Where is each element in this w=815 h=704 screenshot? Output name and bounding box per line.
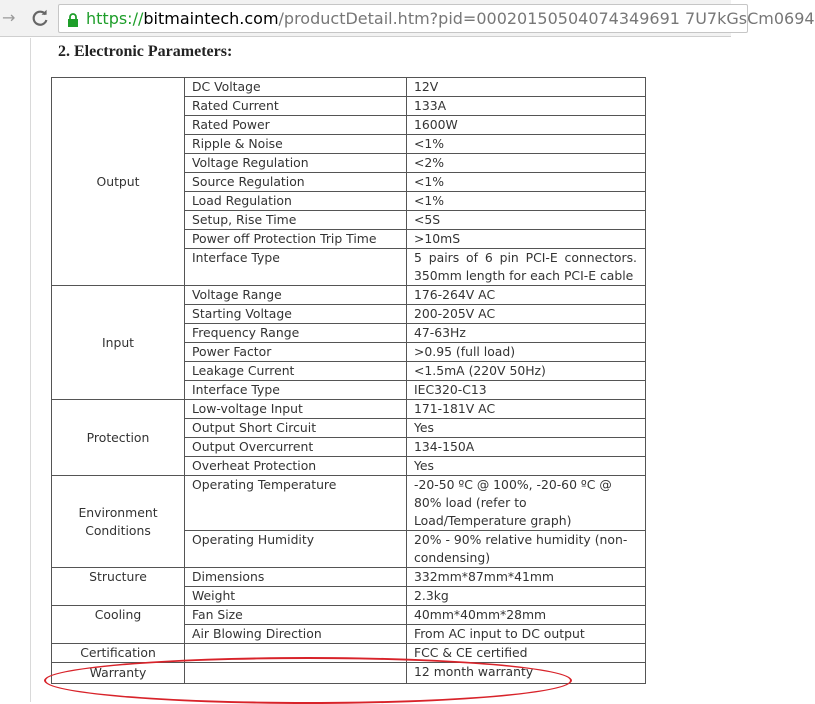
- parameter-name: DC Voltage: [185, 78, 407, 97]
- parameter-name: Starting Voltage: [185, 305, 407, 324]
- parameter-value: 20% - 90% relative humidity (non-condensing): [407, 531, 646, 568]
- parameter-value: 134-150A: [407, 438, 646, 457]
- table-row: [52, 400, 646, 419]
- parameter-value: 171-181V AC: [407, 400, 646, 419]
- url-path: /productDetail.htm?pid=00020150504074349691 7U7kGsCm0694: [278, 9, 815, 28]
- category-cell: Structure: [52, 568, 185, 606]
- parameter-name: Operating Humidity: [185, 531, 407, 568]
- parameter-name: Ripple & Noise: [185, 135, 407, 154]
- table-row: [52, 78, 646, 97]
- parameter-name: Load Regulation: [185, 192, 407, 211]
- parameter-name: Power off Protection Trip Time: [185, 230, 407, 249]
- parameter-value: 176-264V AC: [407, 286, 646, 305]
- parameter-value: 200-205V AC: [407, 305, 646, 324]
- parameter-name: Voltage Regulation: [185, 154, 407, 173]
- category-cell: Warranty: [52, 663, 185, 684]
- table-row: [52, 606, 646, 625]
- table-row: [52, 663, 646, 684]
- parameter-name: Frequency Range: [185, 324, 407, 343]
- category-cell: Cooling: [52, 606, 185, 644]
- parameter-name: Voltage Range: [185, 286, 407, 305]
- electronic-parameters-table: [51, 77, 646, 684]
- parameter-value: <1%: [407, 173, 646, 192]
- url-text: [86, 9, 815, 29]
- parameter-value: 1600W: [407, 116, 646, 135]
- parameter-value: Yes: [407, 457, 646, 476]
- parameter-name: Setup, Rise Time: [185, 211, 407, 230]
- parameter-name: Rated Current: [185, 97, 407, 116]
- parameter-name: Interface Type: [185, 249, 407, 286]
- parameter-name: [185, 663, 407, 684]
- parameter-value: 12 month warranty: [407, 663, 646, 684]
- url-host: bitmaintech.com: [143, 9, 279, 28]
- table-row: [52, 286, 646, 305]
- section-title: 2. Electronic Parameters:: [58, 43, 233, 60]
- parameter-value: 5 pairs of 6 pin PCI-E connectors. 350mm length for each PCI-E cable: [407, 249, 646, 286]
- parameter-value: 40mm*40mm*28mm: [407, 606, 646, 625]
- forward-arrow-icon[interactable]: →: [2, 8, 16, 27]
- parameter-value: 12V: [407, 78, 646, 97]
- category-cell: Environment Conditions: [52, 476, 185, 568]
- parameter-value: 47-63Hz: [407, 324, 646, 343]
- parameter-value: <5S: [407, 211, 646, 230]
- parameter-name: Source Regulation: [185, 173, 407, 192]
- parameter-value: -20-50 ºC @ 100%, -20-60 ºC @ 80% load (refer to Load/Temperature graph): [407, 476, 646, 531]
- table-row: [52, 476, 646, 531]
- category-cell: Certification: [52, 644, 185, 663]
- page-left-border: [30, 38, 31, 702]
- parameter-value: <1%: [407, 192, 646, 211]
- parameter-value: 133A: [407, 97, 646, 116]
- table-row: [52, 644, 646, 663]
- parameter-name: Interface Type: [185, 381, 407, 400]
- parameter-value: >0.95 (full load): [407, 343, 646, 362]
- parameter-name: Low-voltage Input: [185, 400, 407, 419]
- parameter-name: Air Blowing Direction: [185, 625, 407, 644]
- parameter-name: Rated Power: [185, 116, 407, 135]
- browser-toolbar: [0, 0, 815, 37]
- parameter-name: Dimensions: [185, 568, 407, 587]
- table-row: [52, 568, 646, 587]
- category-cell: Output: [52, 78, 185, 286]
- parameter-value: FCC & CE certified: [407, 644, 646, 663]
- url-scheme: https://: [86, 9, 144, 28]
- parameter-value: >10mS: [407, 230, 646, 249]
- parameter-value: <1%: [407, 135, 646, 154]
- parameter-value: <1.5mA (220V 50Hz): [407, 362, 646, 381]
- parameter-name: Overheat Protection: [185, 457, 407, 476]
- category-cell: Input: [52, 286, 185, 400]
- parameter-name: [185, 644, 407, 663]
- parameter-name: Leakage Current: [185, 362, 407, 381]
- parameter-name: Operating Temperature: [185, 476, 407, 531]
- parameter-name: Output Short Circuit: [185, 419, 407, 438]
- parameter-value: 2.3kg: [407, 587, 646, 606]
- parameter-name: Power Factor: [185, 343, 407, 362]
- reload-icon[interactable]: [30, 8, 50, 28]
- parameter-value: 332mm*87mm*41mm: [407, 568, 646, 587]
- category-cell: Protection: [52, 400, 185, 476]
- parameter-value: Yes: [407, 419, 646, 438]
- parameter-value: IEC320-C13: [407, 381, 646, 400]
- parameter-value: From AC input to DC output: [407, 625, 646, 644]
- lock-icon: [66, 12, 80, 26]
- address-bar[interactable]: [58, 4, 815, 33]
- parameter-name: Output Overcurrent: [185, 438, 407, 457]
- parameter-name: Fan Size: [185, 606, 407, 625]
- parameter-value: <2%: [407, 154, 646, 173]
- parameter-name: Weight: [185, 587, 407, 606]
